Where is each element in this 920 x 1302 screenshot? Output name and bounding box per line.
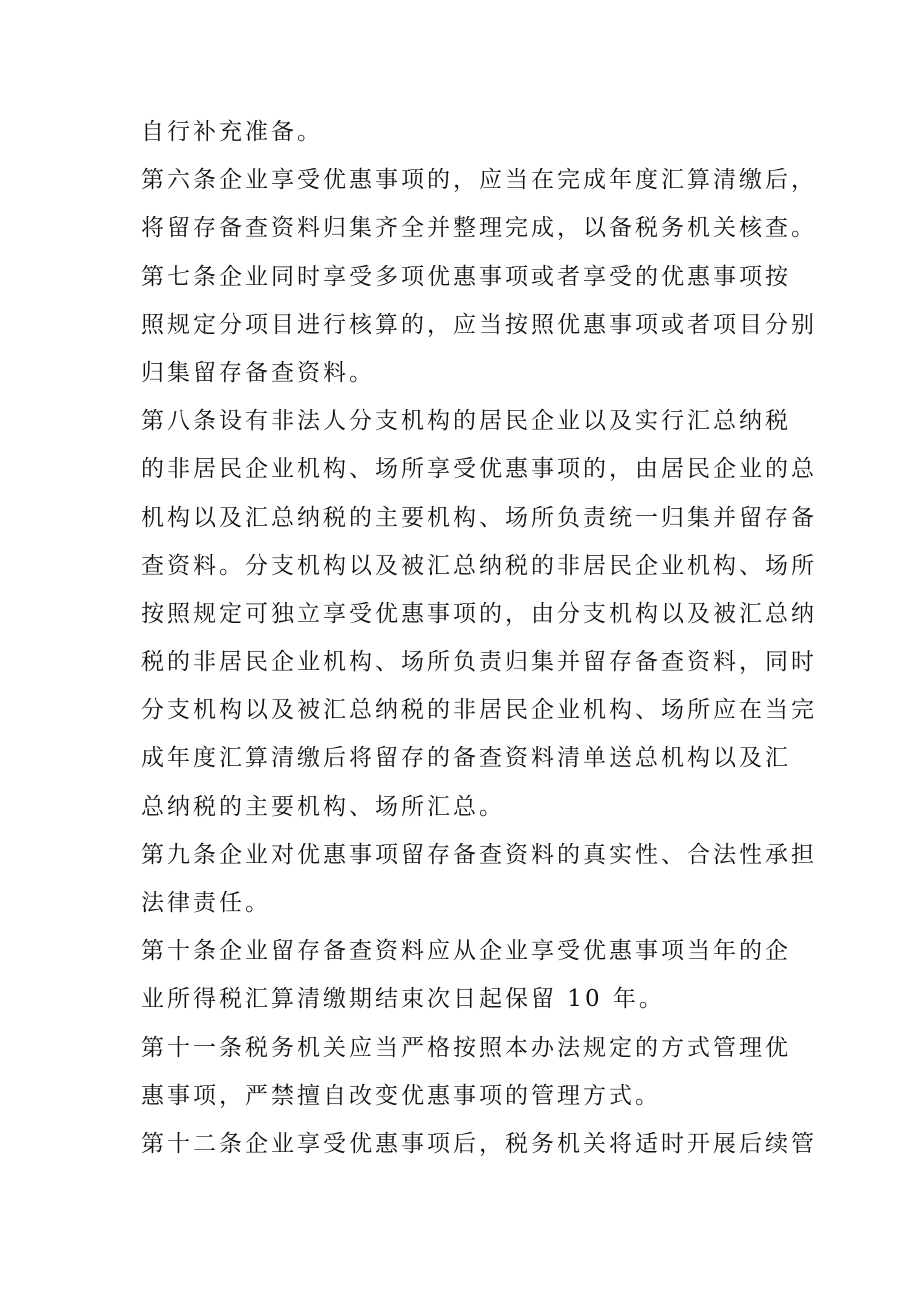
text-line: 查资料。分支机构以及被汇总纳税的非居民企业机构、场所: [141, 552, 817, 579]
text-line: 成年度汇算清缴后将留存的备查资料清单送总机构以及汇: [141, 745, 791, 772]
text-line: 自行补充准备。: [141, 119, 323, 145]
text-line: 第十二条企业享受优惠事项后，税务机关将适时开展后续管: [141, 1130, 817, 1157]
text-line: 归集留存备查资料。: [141, 359, 375, 386]
text-line: 机构以及汇总纳税的主要机构、场所负责统一归集并留存备: [141, 504, 817, 531]
text-line: 第十条企业留存备查资料应从企业享受优惠事项当年的企: [141, 938, 791, 965]
text-line: 第九条企业对优惠事项留存备查资料的真实性、合法性承担: [141, 841, 817, 868]
document-body: [141, 108, 817, 1168]
text-line: 第十一条税务机关应当严格按照本办法规定的方式管理优: [141, 1034, 791, 1061]
text-line: 税的非居民企业机构、场所负责归集并留存备查资料，同时: [141, 649, 817, 676]
text-line: 惠事项，严禁擅自改变优惠事项的管理方式。: [141, 1082, 661, 1109]
text-line: 照规定分项目进行核算的，应当按照优惠事项或者项目分别: [141, 311, 817, 338]
text-line: 法律责任。: [141, 890, 271, 916]
text-line: 业所得税汇算清缴期结束次日起保留 10 年。: [141, 986, 665, 1013]
text-line: 第六条企业享受优惠事项的，应当在完成年度汇算清缴后，: [141, 167, 817, 194]
text-line: 将留存备查资料归集齐全并整理完成，以备税务机关核查。: [141, 215, 817, 242]
text-line: 第八条设有非法人分支机构的居民企业以及实行汇总纳税: [141, 408, 791, 435]
text-line: 总纳税的主要机构、场所汇总。: [141, 793, 505, 820]
text-line: 的非居民企业机构、场所享受优惠事项的，由居民企业的总: [141, 456, 817, 483]
text-line: 分支机构以及被汇总纳税的非居民企业机构、场所应在当完: [141, 697, 817, 724]
text-line: 第七条企业同时享受多项优惠事项或者享受的优惠事项按: [141, 263, 791, 290]
text-line: 按照规定可独立享受优惠事项的，由分支机构以及被汇总纳: [141, 600, 817, 627]
